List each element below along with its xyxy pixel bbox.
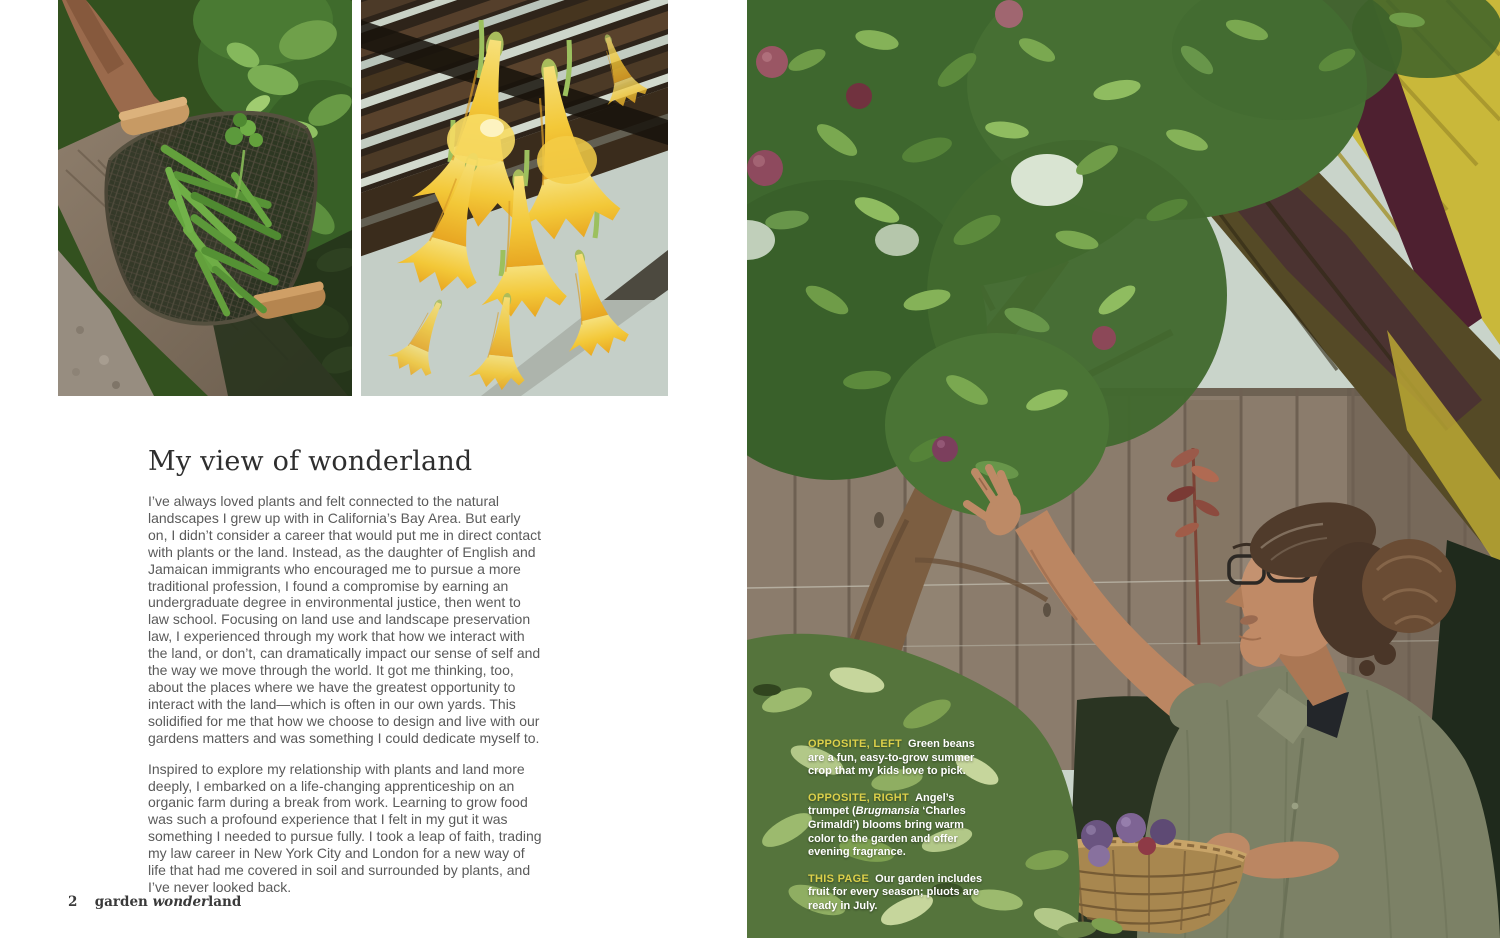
body-paragraph-1: I’ve always loved plants and felt connected to the natural landscapes I grew up with in California’s Bay Area. But early on, I didn’t consider a career that would put me in direct contact with plants or the land. Instead, as the daughter of English and Jamaican immigrants who encouraged me to pursue a more traditional profession, I found a compromise by earning an undergraduate degree in environmental justice, then went to law school. Focusing on land use and landscape preservation law, I experienced through my work that how we interact with the land, or don’t, can dramatically impact our sense of self and the way we move through the world. It got me thinking, too, about the places where we have the greatest opportunity to interact with the land—which is often in our own yards. This solidified for me that how we choose to design and live with our gardens matters and was something I could dedicate myself to. <box>148 493 541 746</box>
caption-text: Our garden includes fruit for every season; pluots are ready in July. <box>808 872 983 912</box>
caption-opposite-left <box>808 738 984 779</box>
caption-opposite-right <box>808 792 984 860</box>
garden-harvest-photo <box>747 0 1500 938</box>
caption-label: THIS PAGE <box>808 872 870 885</box>
page-number: 2 <box>68 894 78 910</box>
shirt-button <box>1292 803 1299 810</box>
caption-label: OPPOSITE, LEFT <box>808 738 903 750</box>
caption-text: Green beans are a fun, easy-to-grow summer crop that my kids love to pick. <box>808 738 975 778</box>
green-beans-basket-photo <box>58 0 352 396</box>
caption-this-page <box>808 873 984 914</box>
section-heading: My view of wonderland <box>148 446 473 477</box>
photo-captions <box>808 738 984 927</box>
caption-label: OPPOSITE, RIGHT <box>808 791 910 804</box>
angels-trumpet-photo <box>361 0 668 396</box>
text-column <box>148 446 542 910</box>
caption-text: Angel’s trumpet (Brugmansia ‘Charles Grimaldi’) blooms bring warm color to the garden and offer evening fragrance. <box>808 791 966 859</box>
page-footer <box>68 894 241 910</box>
body-paragraph-2: Inspired to explore my relationship with plants and land more deeply, I embarked on a life-changing apprenticeship on an organic farm during a break from work. Learning to grow food was such a profound experience that I felt in my gut it was something I needed to pursue fully. I took a leap of faith, trading my law career in New York City and London for a new way of life that had me covered in soil and surrounded by plants, and I’ve never looked back. <box>148 760 542 895</box>
book-title: garden wonderland <box>94 894 242 910</box>
hair-bun <box>1362 539 1456 633</box>
wire-trug-basket <box>106 96 328 324</box>
